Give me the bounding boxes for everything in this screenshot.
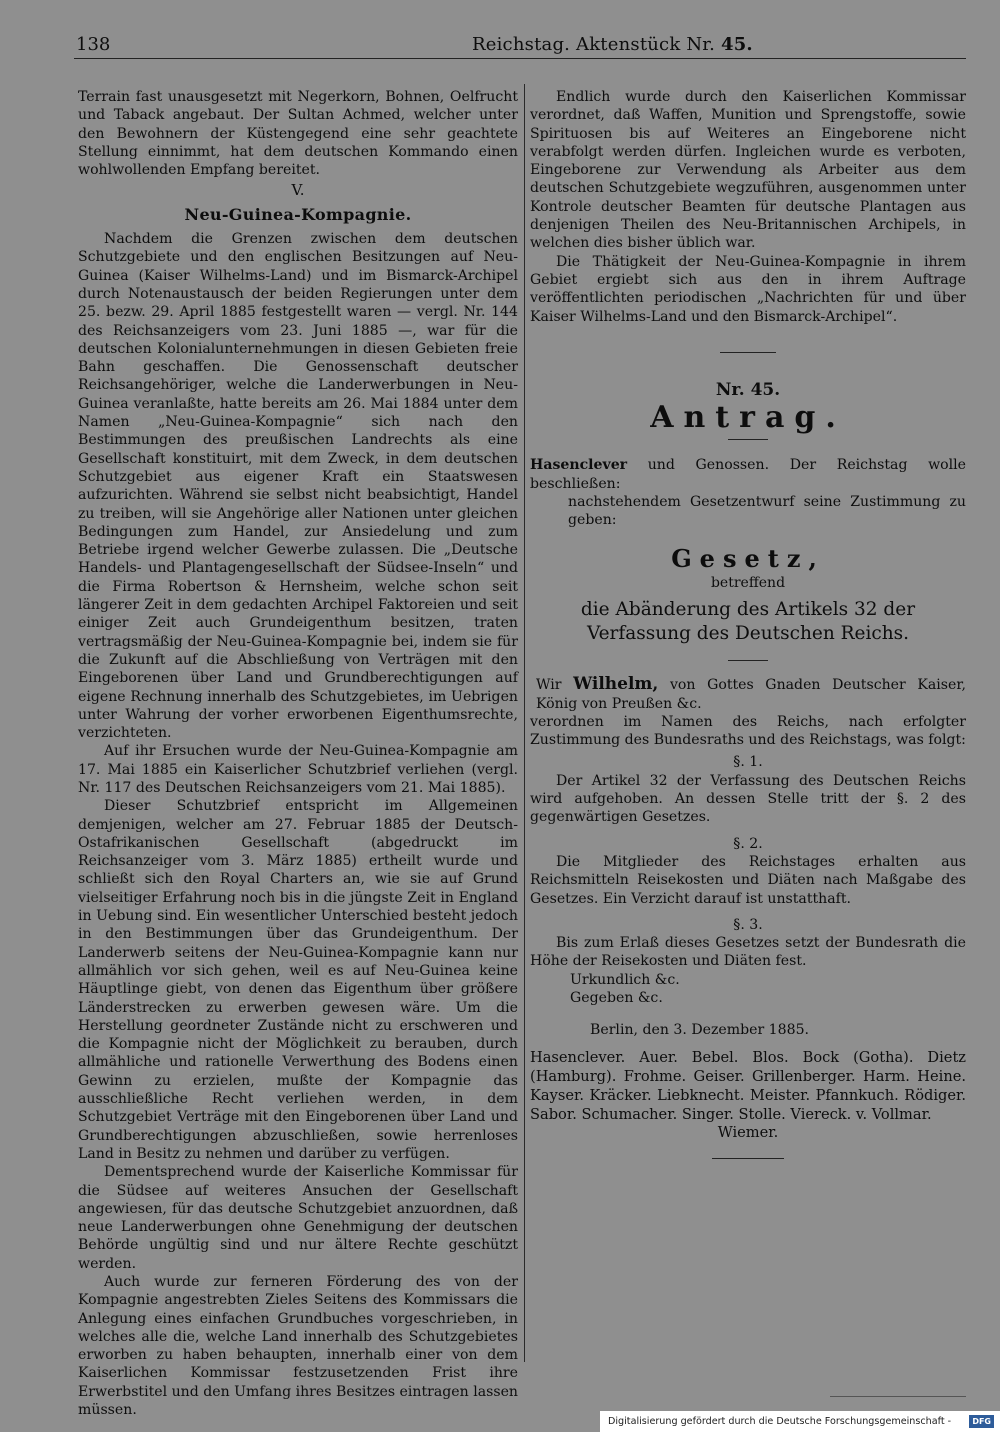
paragraph-2-text: Die Mitglieder des Reichstages erhalten aus Reichsmitteln Reisekosten und Diäten nach Maßgabe des Gesetzes. Ein Verzicht darauf ist unstatthaft. — [530, 853, 966, 907]
signatory-last: Wiemer. — [717, 1123, 779, 1141]
wir-clause-rest: von Gottes Gnaden Deutscher Kaiser, König von Preußen &c. — [536, 677, 967, 712]
urkundlich-line: Urkundlich &c. — [570, 971, 680, 988]
running-title-prefix: Reichstag. Aktenstück Nr. — [472, 34, 716, 55]
separator-rule — [728, 439, 768, 440]
document-number: Nr. 45. — [715, 379, 781, 400]
left-paragraph-2: Auf ihr Ersuchen wurde der Neu-Guinea-Kompagnie am 17. Mai 1885 ein Kaiserlicher Schutzbrief verliehen (vergl. Nr. 117 des Deutschen Reichsanzeigers vom 21. Mai 1885). — [78, 743, 518, 796]
gesetz-title: Gesetz, — [671, 543, 825, 573]
motion-proposer: Hasenclever — [530, 457, 628, 474]
separator-rule — [728, 660, 768, 661]
motion-text: und Genossen. Der Reichstag wolle beschließen: — [530, 457, 966, 492]
left-paragraph-1: Nachdem die Grenzen zwischen dem deutschen Schutzgebiete und den englischen Besitzungen auf Neu-Guinea (Kaiser Wilhelms-Land) und im Bismarck-Archipel durch Notenaustausch der beiden Regierungen unter dem 25. bezw. 29. April 1885 festgestellt waren — vergl. Nr. 144 des Reichsanzeigers vom 23. Juni 1885 —, war für die deutschen Kolonialunternehmungen in diesen Gebieten freie Bahn geschaffen. Die Genossenschaft deutscher Reichsangehöriger, welche die Landerwerbungen in Neu-Guinea veranlaßte, hatte bereits am 26. Mai 1884 unter dem Namen „Neu-Guinea-Kompagnie“ sich nach den Bestimmungen des preußischen Landrechts als eine Gesellschaft konstituirt, mit dem Zweck, in dem deutschen Schutzgebiet aus eigener Kraft ein Staatswesen aufzurichten. Während sie selbst nicht beabsichtigt, Handel zu treiben, will sie Angehörige aller Nationen unter gleichen Bedingungen zum Handel, zur Ansiedelung und zum Betriebe irgend welcher Gewerbe zulassen. Die „Deutsche Handels- und Plantagengesellschaft der Südsee-Inseln“ und die Firma Robertson & Hernsheim, welche schon seit längerer Zeit in dem gedachten Archipel Faktoreien und seit einiger Zeit auch Grundeigenthum besitzen, traten vertragsmäßig der Neu-Guinea-Kompagnie bei, indem sie für die Zukunft auf die Abschließung von Verträgen mit den Eingeborenen über Land und Grundberechtigungen auf eigene Rechnung innerhalb des Schutzgebietes, im Uebrigen unter Wahrung der vorher erworbenen Eigenthumsrechte, verzichteten. — [78, 231, 518, 742]
law-subject: die Abänderung des Artikels 32 der Verfassung des Deutschen Reichs. — [580, 599, 916, 645]
page-header — [74, 34, 966, 59]
date-line: Berlin, den 3. Dezember 1885. — [590, 1022, 810, 1039]
paragraph-1-number: §. 1. — [733, 754, 763, 771]
separator-rule — [720, 352, 776, 353]
dfg-logo: DFG — [969, 1415, 994, 1428]
footer-rule — [830, 1396, 966, 1397]
right-paragraph-1: Endlich wurde durch den Kaiserlichen Kommissar verordnet, daß Waffen, Munition und Sprengstoffe, sowie Spirituosen bis auf Weiteres an Eingeborene nicht verabfolgt werden dürfen. Ingleichen wurde es verboten, Eingeborene zur Verwendung als Arbeiter aus dem deutschen Schutzgebiete wegzuführen, ausgenommen unter Kontrole deutscher Beamten für deutsche Plantagen aus denjenigen Theilen des Neu-Britannischen Archipels, in welchen dies bisher üblich war. — [530, 89, 966, 252]
signatories: Hasenclever. Auer. Bebel. Blos. Bock (Gotha). Dietz (Hamburg). Frohme. Geiser. Grillenberger. Harm. Heine. Kayser. Kräcker. Liebknecht. Meister. Pfannkuch. Rödiger. Sabor. Schumacher. Singer. Stolle. Viereck. v. Vollmar. — [530, 1048, 966, 1123]
left-paragraph-4: Dementsprechend wurde der Kaiserliche Kommissar für die Südsee auf weiteres Ansuchen der Gesellschaft angewiesen, für das deutsche Schutzgebiet anzuordnen, daß neue Landerwerbungen ohne Genehmigung der deutschen Behörde ungültig sind und nur ältere Rechte geschützt werden. — [78, 1164, 518, 1272]
left-paragraph-3: Dieser Schutzbrief entspricht im Allgemeinen demjenigen, welcher am 27. Februar 1885 der Deutsch-Ostafrikanischen Gesellschaft (abgedruckt im Reichsanzeiger vom 3. März 1885) ertheilt wurde und schließt sich den Royal Charters an, wie sie auf Grund vielseitiger Erfahrung noch bis in die jüngste Zeit in England in Uebung sind. Ein wesentlicher Unterschied besteht jedoch in den Bestimmungen über das Grundeigenthum. Der Landerwerb seitens der Neu-Guinea-Kompagnie kann nur allmählich vor sich gehen, weil es auf Neu-Guinea keine Häuptlinge giebt, von denen das Eigenthum über größere Länderstrecken zu erwerben gewesen wäre. Um die Herstellung geordneter Zustände nicht zu erschweren und die Kompagnie nicht der Möglichkeit zu berauben, durch allmähliche und rationelle Verwerthung des Bodens einen Gewinn zu erzielen, mußte der Kompagnie das ausschließliche Recht verliehen werden, in dem Schutzgebiet Verträge mit den Eingeborenen über Land und Grundberechtigungen abzuschließen, sowie herrenloses Land in Besitz zu nehmen und darüber zu verfügen. — [78, 798, 518, 1162]
paragraph-3-text: Bis zum Erlaß dieses Gesetzes setzt der Bundesrath die Höhe der Reisekosten und Diäten fest. — [530, 935, 966, 970]
column-divider — [524, 84, 525, 1362]
motion-inset: nachstehendem Gesetzentwurf seine Zustimmung zu geben: — [568, 494, 966, 529]
end-rule — [712, 1158, 784, 1159]
antrag-title: Antrag. — [650, 400, 846, 436]
section-title: Neu-Guinea-Kompagnie. — [184, 204, 412, 224]
running-title — [472, 34, 753, 55]
wir-clause — [530, 675, 966, 713]
paragraph-3-number: §. 3. — [733, 916, 763, 933]
running-title-number: 45. — [720, 34, 753, 55]
digitization-text: Digitalisierung gefördert durch die Deutsche Forschungsgemeinschaft - — [608, 1416, 952, 1427]
page-number: 138 — [76, 34, 111, 55]
section-number: V. — [291, 181, 305, 200]
paragraph-2-number: §. 2. — [733, 835, 763, 852]
emperor-name: Wilhelm, — [573, 674, 659, 695]
betreffend-label: betreffend — [710, 574, 786, 591]
digitization-banner — [600, 1411, 1000, 1432]
wir-word: Wir — [536, 677, 562, 694]
left-column — [78, 88, 518, 1419]
motion-intro — [530, 456, 966, 493]
left-paragraph-5: Auch wurde zur ferneren Förderung des von der Kompagnie angestrebten Zieles Seitens des Kommissars die Anlegung eines einfachen Grundbuches vorgeschrieben, in welches alle die, welche Land innerhalb des Schutzgebietes erworben zu haben behaupten, innerhalb einer von dem Kaiserlichen Kommissar festzusetzenden Frist ihre Erwerbstitel und den Umfang ihres Besitzes eintragen lassen müssen. — [78, 1274, 518, 1419]
verordnen-clause: verordnen im Namen des Reichs, nach erfolgter Zustimmung des Bundesraths und des Reichstags, was folgt: — [530, 713, 966, 749]
right-paragraph-2: Die Thätigkeit der Neu-Guinea-Kompagnie in ihrem Gebiet ergiebt sich aus den in ihrem Auftrage veröffentlichten periodischen „Nachrichten für und über Kaiser Wilhelms-Land und den Bismarck-Archipel“. — [530, 253, 966, 325]
left-intro-paragraph: Terrain fast unausgesetzt mit Negerkorn, Bohnen, Oelfrucht und Taback angebaut. Der Sultan Achmed, welcher unter den Bewohnern der Küstengegend eine sehr geachtete Stellung einnimmt, hat dem deutschen Kommando einen wohlwollenden Empfang bereitet. — [78, 89, 518, 179]
paragraph-1-text: Der Artikel 32 der Verfassung des Deutschen Reichs wird aufgehoben. An dessen Stelle tritt der §. 2 des gegenwärtigen Gesetzes. — [530, 772, 966, 826]
right-column — [530, 88, 966, 1159]
gegeben-line: Gegeben &c. — [570, 989, 663, 1006]
